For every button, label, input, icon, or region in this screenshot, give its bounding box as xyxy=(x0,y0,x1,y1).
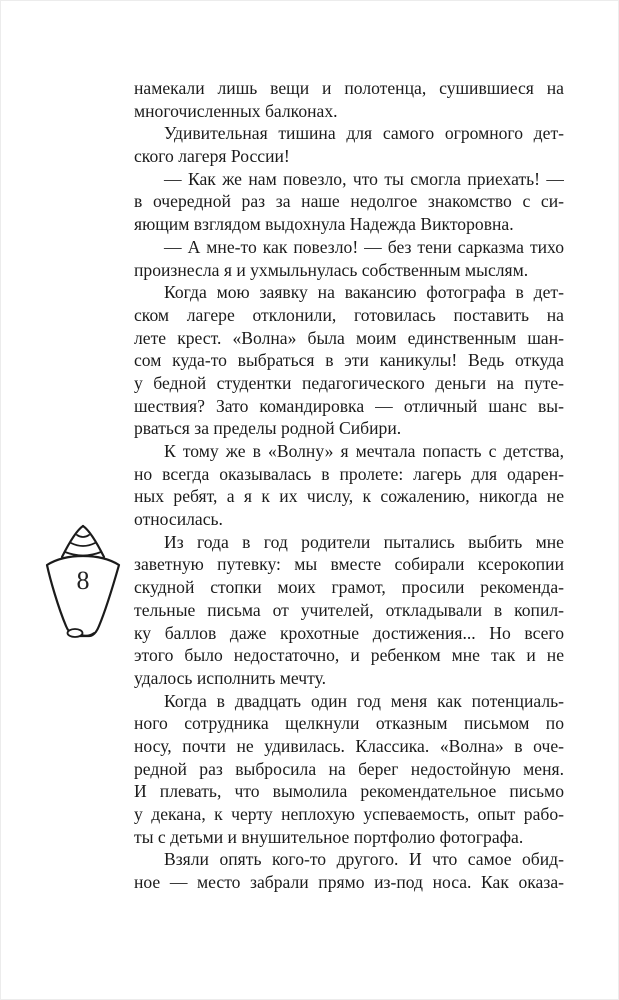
text-line: этого было недостаточно, и ребенком мне так и не xyxy=(134,645,564,666)
text-line: у бедной студентки педагогического деньги на путе- xyxy=(134,372,564,393)
text-line: сом куда-то выбраться в эти каникулы! Ведь откуда xyxy=(134,350,564,371)
text-line: Удивительная тишина для самого огромного дет- xyxy=(164,123,564,144)
text-line: ты с детьми и внушительное портфолио фотографа. xyxy=(134,826,524,847)
text-line: тельные письма от учителей, откладывали в копил- xyxy=(134,599,564,620)
text-line: заветную путевку: мы вместе собирали ксерокопии xyxy=(134,554,564,575)
text-line: — А мне-то как повезло! — без тени сарказма тихо xyxy=(164,236,564,257)
text-line: К тому же в «Волну» я мечтала попасть с детства, xyxy=(164,441,564,461)
text-line: многочисленных балконах. xyxy=(134,100,338,121)
text-line: ском лагере отклонили, готовилась поставить на xyxy=(134,304,564,325)
text-line: но всегда оказывалась в пролете: лагерь для одарен- xyxy=(134,463,564,484)
text-line: носу, почти не удивилась. Классика. «Волна» в оче- xyxy=(134,735,564,756)
text-line: в очередной раз за наше недолгое знакомство с си- xyxy=(134,191,564,212)
text-line: намекали лишь вещи и полотенца, сушившиеся на xyxy=(134,78,564,98)
text-line: произнесла я и ухмыльнулась собственным мыслям. xyxy=(134,259,529,280)
text-line: рваться за пределы родной Сибири. xyxy=(134,418,402,439)
text-line: у декана, к черту неплохую успеваемость, опыт рабо- xyxy=(134,804,564,824)
text-line: лете крест. «Волна» была моим единственным шан- xyxy=(134,327,564,348)
text-line: яющим взглядом выдохнула Надежда Викторовна. xyxy=(134,214,514,235)
text-line: Из года в год родители пытались выбить мне xyxy=(164,531,564,552)
text-line: относилась. xyxy=(134,509,223,530)
text-line: — Как же нам повезло, что ты смогла приехать! — xyxy=(164,168,564,189)
text-line: ского лагеря России! xyxy=(134,146,290,167)
text-line: скудной стопки моих грамот, просили рекоменда- xyxy=(134,577,564,598)
body-text xyxy=(134,77,564,894)
text-line: ное — место забрали прямо из-под носа. Как оказа- xyxy=(134,872,564,893)
text-line: Когда мою заявку на вакансию фотографа в дет- xyxy=(164,282,564,303)
text-line: Взяли опять кого-то другого. И что самое обид- xyxy=(164,849,564,870)
text-line: ку баллов даже крохотные достижения... Но всего xyxy=(134,622,564,643)
text-line: ного сотрудника щелкнули отказным письмом по xyxy=(134,713,564,734)
text-line: И плевать, что вымолила рекомендательное письмо xyxy=(134,781,564,802)
text-line: Когда в двадцать один год меня как потенциаль- xyxy=(164,690,564,711)
text-line: шествия? Зато командировка — отличный шанс вы- xyxy=(134,395,564,416)
text-line: редной раз выбросила на берег недостойную меня. xyxy=(134,758,564,779)
text-line: удалось исполнить мечту. xyxy=(134,667,327,688)
page-number: 8 xyxy=(76,566,90,595)
text-line: ных ребят, а я к их числу, к сожалению, никогда не xyxy=(134,486,564,507)
